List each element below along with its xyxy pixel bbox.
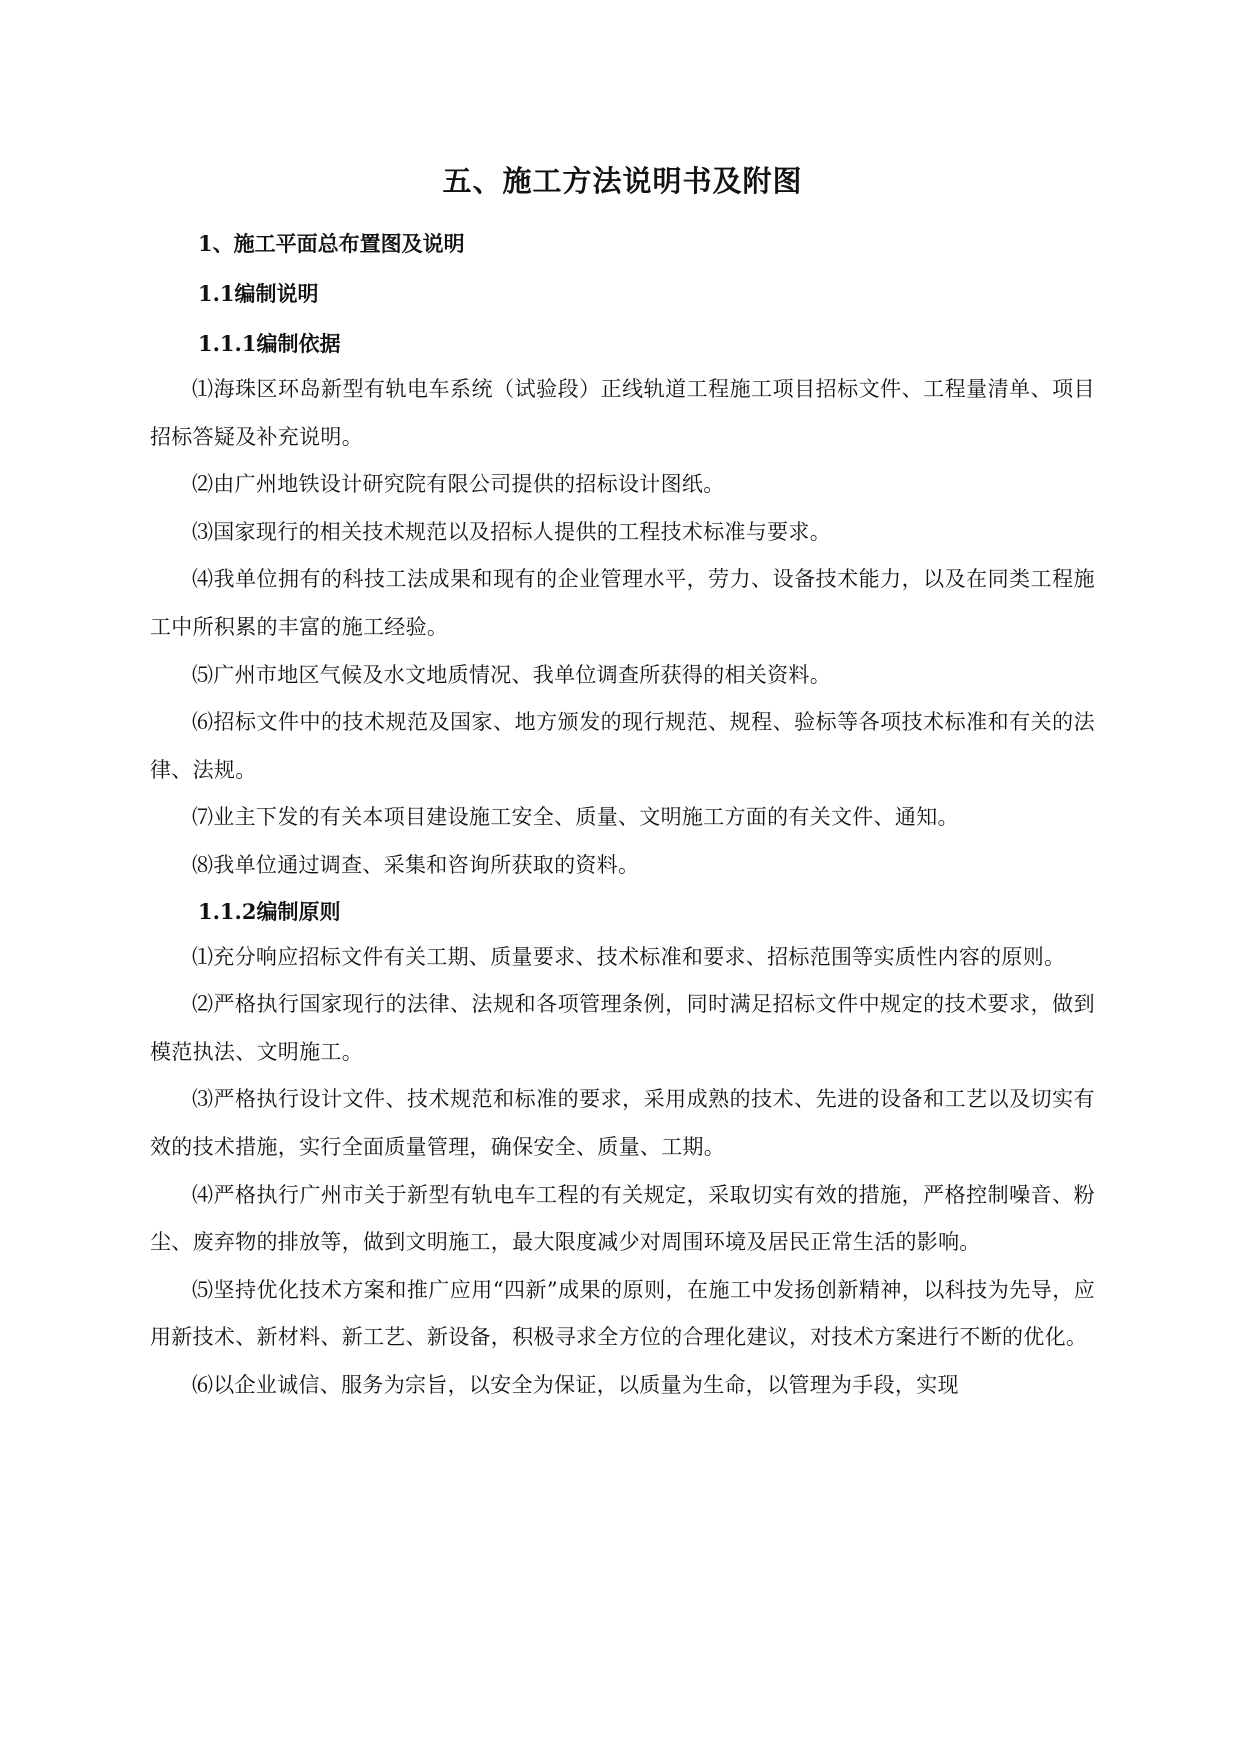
basis-list: [150, 366, 1095, 890]
principle-item: ⑴充分响应招标文件有关工期、质量要求、技术标准和要求、招标范围等实质性内容的原则。: [192, 944, 1066, 969]
document-content: [150, 160, 1095, 1409]
section-heading-1-1-1: 1.1.1编制依据: [198, 331, 341, 356]
basis-item: ⑷我单位拥有的科技工法成果和现有的企业管理水平，劳力、设备技术能力，以及在同类工程施工中所积累的丰富的施工经验。: [150, 567, 1095, 639]
basis-item: ⑺业主下发的有关本项目建设施工安全、质量、文明施工方面的有关文件、通知。: [192, 805, 959, 830]
page-title: 五、施工方法说明书及附图: [442, 164, 803, 198]
principles-list: [150, 934, 1095, 1410]
basis-item: ⑻我单位通过调查、采集和咨询所获取的资料。: [192, 852, 640, 877]
principle-item: ⑸坚持优化技术方案和推广应用“四新”成果的原则，在施工中发扬创新精神，以科技为先导，应用新技术、新材料、新工艺、新设备，积极寻求全方位的合理化建议，对技术方案进行不断的优化。: [150, 1277, 1095, 1350]
basis-item: ⑵由广州地铁设计研究院有限公司提供的招标设计图纸。: [192, 472, 725, 497]
principle-item: ⑶严格执行设计文件、技术规范和标准的要求，采用成熟的技术、先进的设备和工艺以及切实有效的技术措施，实行全面质量管理，确保安全、质量、工期。: [150, 1087, 1095, 1159]
principle-item: ⑵严格执行国家现行的法律、法规和各项管理条例，同时满足招标文件中规定的技术要求，做到模范执法、文明施工。: [150, 992, 1095, 1064]
section-heading-1: 1、施工平面总布置图及说明: [198, 231, 465, 256]
basis-item: ⑶国家现行的相关技术规范以及招标人提供的工程技术标准与要求。: [192, 519, 831, 544]
principle-item: ⑷严格执行广州市关于新型有轨电车工程的有关规定，采取切实有效的措施，严格控制噪音、粉尘、废弃物的排放等，做到文明施工，最大限度减少对周围环境及居民正常生活的影响。: [150, 1182, 1095, 1255]
basis-item: ⑴海珠区环岛新型有轨电车系统（试验段）正线轨道工程施工项目招标文件、工程量清单、项目招标答疑及补充说明。: [150, 377, 1095, 449]
section-heading-1-1: 1.1编制说明: [198, 281, 319, 306]
basis-item: ⑸广州市地区气候及水文地质情况、我单位调查所获得的相关资料。: [192, 662, 831, 687]
basis-item: ⑹招标文件中的技术规范及国家、地方颁发的现行规范、规程、验标等各项技术标准和有关的法律、法规。: [150, 710, 1095, 782]
section-heading-1-1-2: 1.1.2编制原则: [198, 898, 341, 924]
principle-item: ⑹以企业诚信、服务为宗旨，以安全为保证，以质量为生命，以管理为手段，实现: [192, 1372, 959, 1397]
